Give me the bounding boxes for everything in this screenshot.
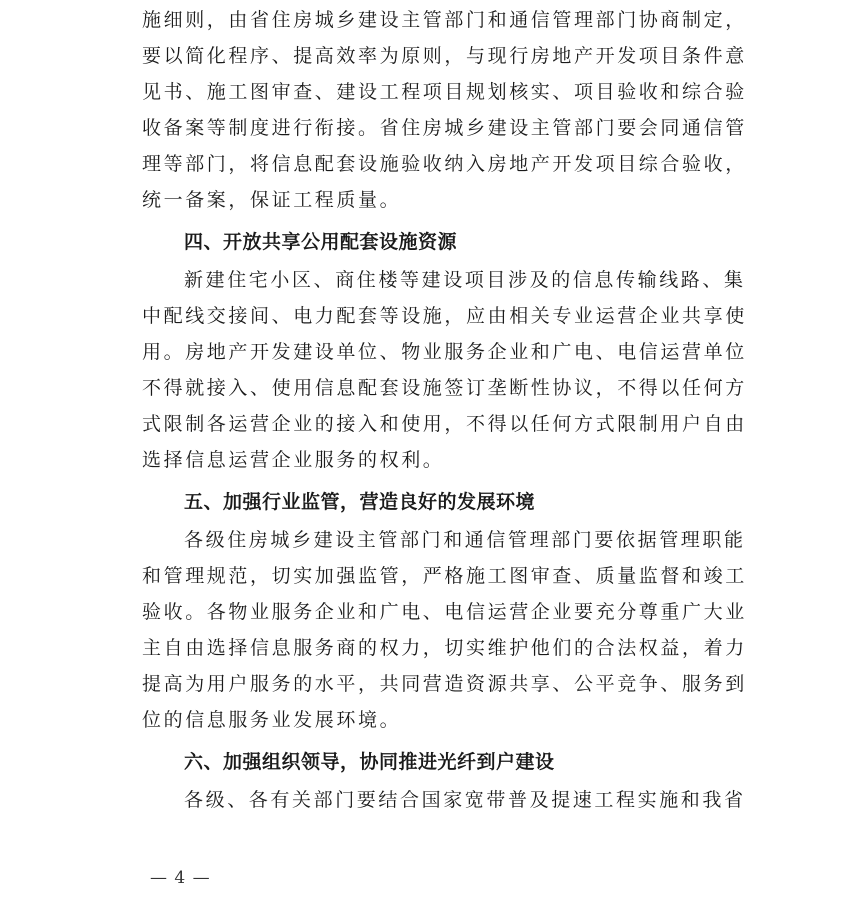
body-line: 各级、各有关部门要结合国家宽带普及提速工程实施和我省 [184,789,746,811]
body-line: 理等部门，将信息配套设施验收纳入房地产开发项目综合验收， [142,153,747,175]
body-line: 和管理规范，切实加强监管，严格施工图审查、质量监督和竣工 [142,565,747,587]
body-line: 施细则，由省住房城乡建设主管部门和通信管理部门协商制定， [142,9,747,31]
section-heading: 六、加强组织领导，协同推进光纤到户建设 [184,751,555,773]
body-line: 式限制各运营企业的接入和使用，不得以任何方式限制用户自由 [142,413,747,435]
body-line: 中配线交接间、电力配套等设施，应由相关专业运营企业共享使 [142,305,747,327]
section-heading: 五、加强行业监管，营造良好的发展环境 [184,491,536,513]
body-line: 位的信息服务业发展环境。 [142,709,402,731]
body-line: 主自由选择信息服务商的权力，切实维护他们的合法权益，着力 [142,637,747,659]
body-line: 要以简化程序、提高效率为原则，与现行房地产开发项目条件意 [142,45,747,67]
section-heading: 四、开放共享公用配套设施资源 [184,231,458,253]
body-line: 选择信息运营企业服务的权利。 [142,449,445,471]
body-line: 提高为用户服务的水平，共同营造资源共享、公平竞争、服务到 [142,673,747,695]
body-line: 统一备案，保证工程质量。 [142,189,402,211]
body-line: 用。房地产开发建设单位、物业服务企业和广电、电信运营单位 [142,341,747,363]
document-page [142,0,747,818]
body-line: 见书、施工图审查、建设工程项目规划核实、项目验收和综合验 [142,81,747,103]
page-number: — 4 — [150,868,211,888]
body-line: 收备案等制度进行衔接。省住房城乡建设主管部门要会同通信管 [142,117,747,139]
body-line: 各级住房城乡建设主管部门和通信管理部门要依据管理职能 [184,529,746,551]
body-line: 不得就接入、使用信息配套设施签订垄断性协议，不得以任何方 [142,377,747,399]
body-line: 新建住宅小区、商住楼等建设项目涉及的信息传输线路、集 [184,269,746,291]
body-line: 验收。各物业服务企业和广电、电信运营企业要充分尊重广大业 [142,601,747,623]
